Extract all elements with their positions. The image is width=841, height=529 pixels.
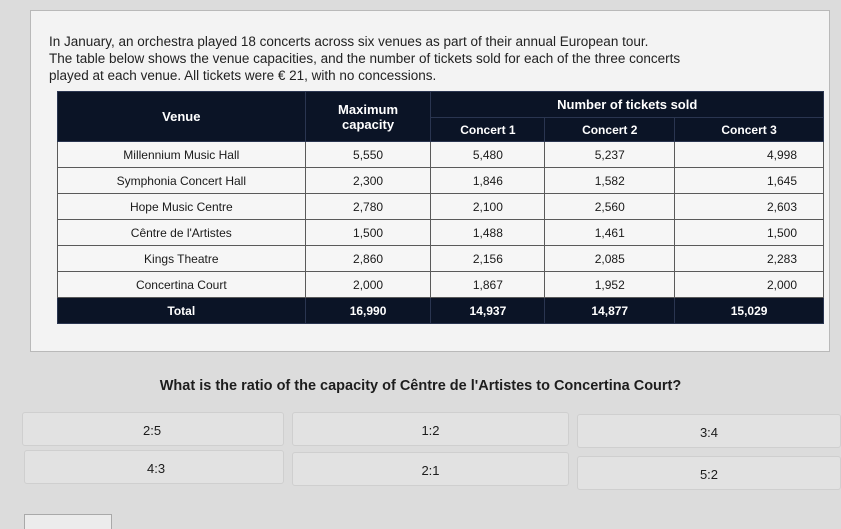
concert-1-cell: 1,846 — [431, 168, 545, 194]
venue-cell: Hope Music Centre — [58, 194, 306, 220]
table-header-row — [58, 92, 824, 118]
concert-3-cell: 1,645 — [675, 168, 824, 194]
capacity-cell: 2,780 — [305, 194, 431, 220]
venue-cell: Symphonia Concert Hall — [58, 168, 306, 194]
capacity-cell: 2,300 — [305, 168, 431, 194]
total-label: Total — [58, 298, 306, 324]
capacity-cell: 2,000 — [305, 272, 431, 298]
concert-3-cell: 2,000 — [675, 272, 824, 298]
concert-3-cell: 4,998 — [675, 142, 824, 168]
concert-1-cell: 5,480 — [431, 142, 545, 168]
concert-1-header: Concert 1 — [431, 118, 545, 142]
concert-3-cell: 2,603 — [675, 194, 824, 220]
capacity-cell: 1,500 — [305, 220, 431, 246]
capacity-cell: 2,860 — [305, 246, 431, 272]
intro-text — [49, 33, 809, 84]
answer-option-6[interactable]: 5:2 — [577, 456, 841, 490]
capacity-header-line1: Maximum — [338, 101, 399, 117]
concert-2-cell: 1,582 — [545, 168, 675, 194]
answer-option-1[interactable]: 2:5 — [22, 412, 284, 446]
concert-3-cell: 2,283 — [675, 246, 824, 272]
venue-cell: Kings Theatre — [58, 246, 306, 272]
total-concert-3: 15,029 — [675, 298, 824, 324]
concert-2-cell: 2,085 — [545, 246, 675, 272]
question-text: What is the ratio of the capacity of Cêntre de l'Artistes to Concertina Court? — [159, 378, 682, 394]
venue-cell: Cêntre de l'Artistes — [58, 220, 306, 246]
capacity-cell: 5,550 — [305, 142, 431, 168]
answer-option-2[interactable]: 1:2 — [292, 412, 569, 446]
total-concert-2: 14,877 — [545, 298, 675, 324]
venue-cell: Millennium Music Hall — [58, 142, 306, 168]
answer-option-4[interactable]: 4:3 — [24, 450, 284, 484]
venue-header: Venue — [58, 92, 306, 142]
intro-line-2: The table below shows the venue capacities, and the number of tickets sold for each of the three concerts — [49, 51, 681, 66]
total-capacity: 16,990 — [305, 298, 431, 324]
partial-button[interactable] — [24, 514, 112, 529]
concert-2-cell: 5,237 — [545, 142, 675, 168]
table-row — [58, 272, 824, 298]
intro-line-1: In January, an orchestra played 18 concerts across six venues as part of their annual European tour. — [49, 34, 649, 49]
venue-table — [57, 91, 824, 324]
concert-3-cell: 1,500 — [675, 220, 824, 246]
concert-1-cell: 1,867 — [431, 272, 545, 298]
concert-1-cell: 1,488 — [431, 220, 545, 246]
concert-2-cell: 1,461 — [545, 220, 675, 246]
table-row — [58, 168, 824, 194]
concert-1-cell: 2,100 — [431, 194, 545, 220]
question-card — [30, 10, 830, 352]
table-row — [58, 246, 824, 272]
concert-2-header: Concert 2 — [545, 118, 675, 142]
concert-2-cell: 2,560 — [545, 194, 675, 220]
answer-option-3[interactable]: 3:4 — [577, 414, 841, 448]
concert-1-cell: 2,156 — [431, 246, 545, 272]
table-row — [58, 194, 824, 220]
table-row — [58, 220, 824, 246]
capacity-header-line2: capacity — [342, 116, 395, 132]
total-concert-1: 14,937 — [431, 298, 545, 324]
table-row — [58, 142, 824, 168]
tickets-group-header: Number of tickets sold — [431, 92, 824, 118]
capacity-header — [305, 92, 431, 142]
intro-line-3: played at each venue. All tickets were € 21, with no concessions. — [49, 68, 437, 83]
venue-cell: Concertina Court — [58, 272, 306, 298]
concert-2-cell: 1,952 — [545, 272, 675, 298]
concert-3-header: Concert 3 — [675, 118, 824, 142]
total-row — [58, 298, 824, 324]
answer-option-5[interactable]: 2:1 — [292, 452, 569, 486]
